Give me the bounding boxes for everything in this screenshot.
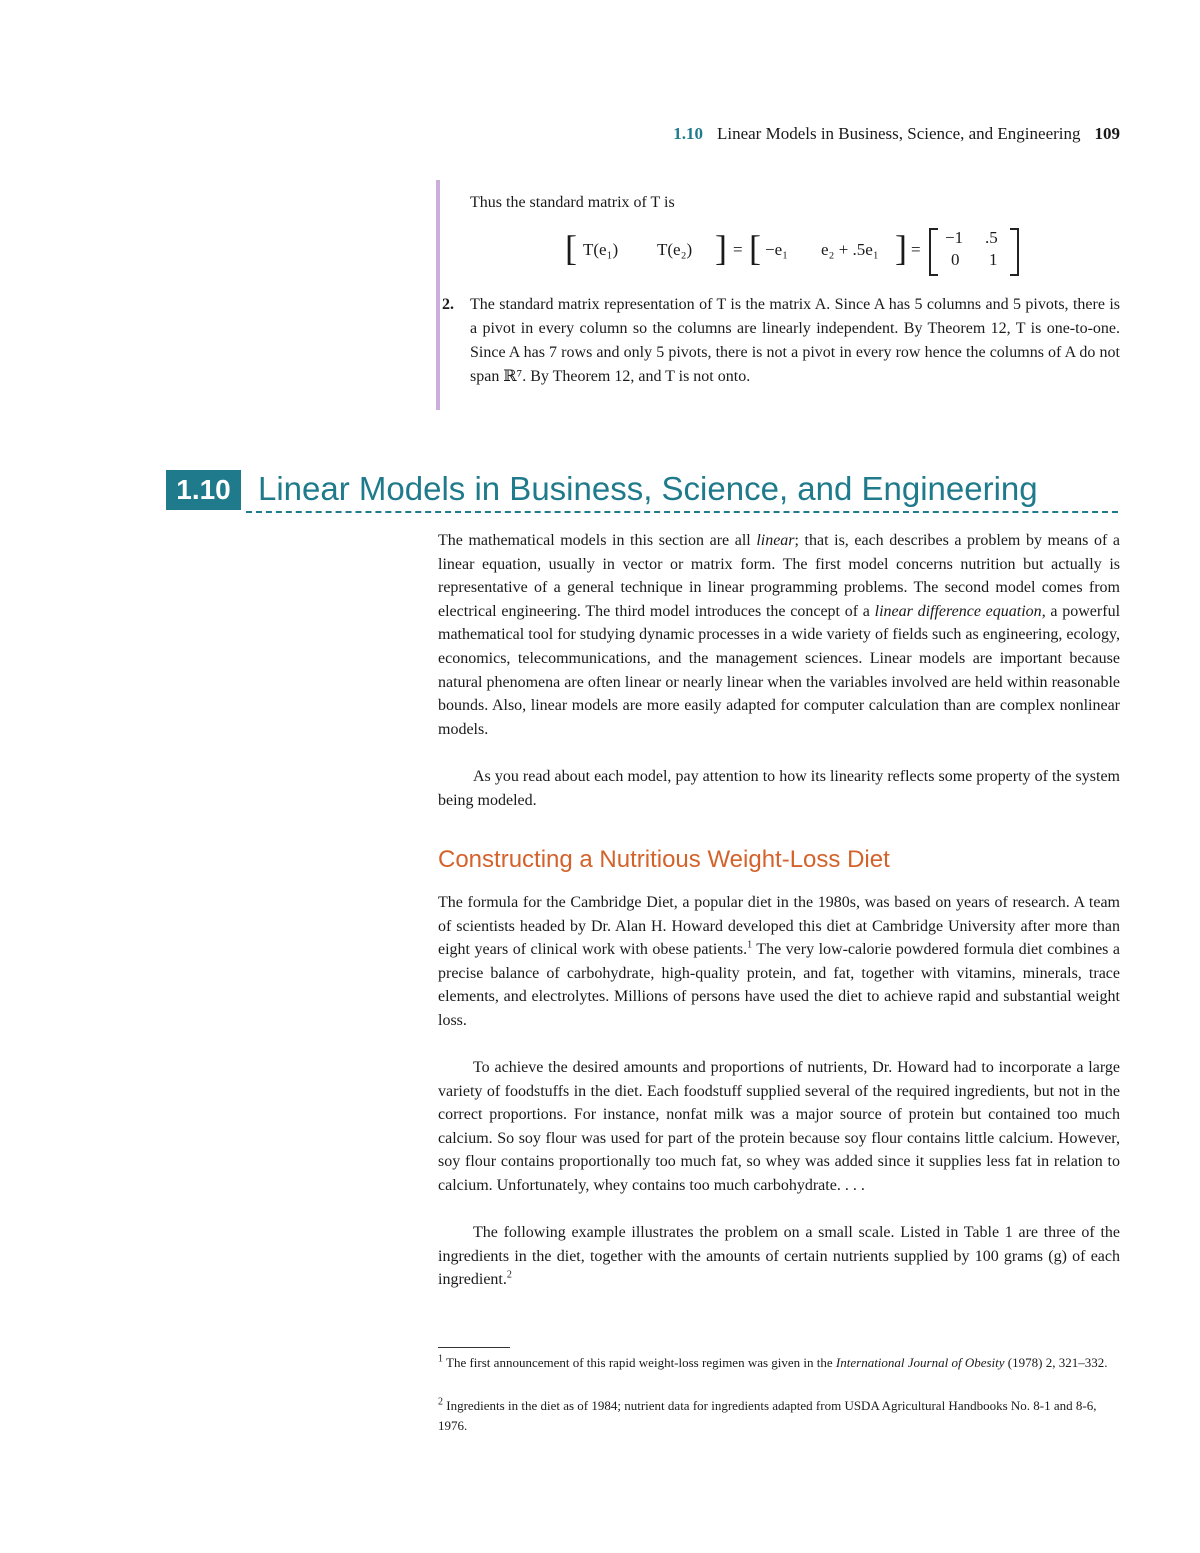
intro-text: The mathematical models in this section are all [438,532,757,549]
footnote-ref-1[interactable]: 1 [747,939,753,951]
section-number-badge: 1.10 [166,470,241,510]
left-bracket: [ [565,228,577,268]
footnote-text: Ingredients in the diet as of 1984; nutrient data for ingredients adapted from USDA Agricultural Handbooks No. 8-1 and 8-6, 1976. [438,1398,1097,1433]
header-section-number: 1.10 [673,124,703,143]
matrix-cell: .5 [985,228,998,247]
diet-paragraph-3 [438,1221,1120,1292]
footnote-1 [438,1353,1128,1373]
result-matrix [929,226,1019,276]
section-title: Linear Models in Business, Science, and Engineering [258,470,1038,507]
eq-lhs-1: T(e₁) [583,240,619,259]
page-number: 109 [1094,124,1120,143]
matrix-cell: 0 [951,250,960,269]
eq-mid-1: −e₁ [765,240,789,259]
equals-sign: = [911,240,921,259]
solution-thus-line: Thus the standard matrix of T is [470,194,675,211]
right-bracket: ] [715,228,727,268]
matrix-cell: 1 [989,250,998,269]
matrix-cell: −1 [945,228,964,247]
solution-sidebar-bar [436,180,440,410]
left-bracket: [ [749,228,761,268]
emphasis-linear: linear [756,532,795,549]
item-text: The standard matrix representation of T is the matrix A. Since A has 5 columns and 5 pivots, there is a pivot in every column so the columns are linearly independent. By Theorem 12, T is one-to-one. Since A has 7 rows and only 5 pivots, there is not a pivot in every row hence the columns of A do not span ℝ⁷. By Theorem 12, and T is not onto. [470,296,1120,385]
footnote-text: (1978) 2, 321–332. [1004,1355,1108,1370]
matrix-left-bracket [929,228,938,276]
diet-text: The following example illustrates the problem on a small scale. Listed in Table 1 are three of the ingredients in the diet, together with the amounts of certain nutrients supplied by 100 grams (g) of each ingredient. [438,1224,1120,1289]
footnote-2 [438,1396,1128,1436]
item-number: 2. [442,296,454,313]
journal-title: International Journal of Obesity [835,1355,1005,1370]
diet-paragraph-2: To achieve the desired amounts and proportions of nutrients, Dr. Howard had to incorporate a large variety of foodstuffs in the diet. Each foodstuff supplied several of the required ingredients, but not in the correct proportions. For instance, nonfat milk was a major source of protein but contained too much calcium. So soy flour was used for part of the protein because soy flour contains little calcium. However, soy flour contains proportionally too much fat, so whey was added since it supplies less fat in relation to calcium. Unfortunately, whey contains too much carbohydrate. . . . [438,1059,1120,1194]
eq-mid-2: e₂ + .5e₁ [821,240,879,259]
intro-text: , a powerful mathematical tool for studying dynamic processes in a wide variety of fields such as engineering, ecology, economics, telecommunications, and the management sciences. Linear models are important because natural phenomena are often linear or nearly linear when the variables involved are held within reasonable bounds. Also, linear models are more easily adapted for computer calculation than are complex nonlinear models. [438,602,1121,738]
solution-item-2 [442,293,1120,389]
footnote-ref-2[interactable]: 2 [506,1269,512,1281]
emphasis-linear-difference-equation: linear difference equation [874,602,1042,620]
footnote-rule [438,1347,510,1348]
standard-matrix-equation [565,226,1025,276]
header-section-title: Linear Models in Business, Science, and Engineering [716,124,1081,143]
intro-paragraph-1 [438,529,1120,741]
intro-text: ; that is, each describes a problem by means of a linear equation, usually in vector or matrix form. The first model concerns nutrition but actually is representative of a general technique in linear programming problems. The second model comes from electrical engineering. The third model introduces the concept of a [438,532,1120,620]
diet-paragraph-1 [438,891,1120,1033]
equals-sign: = [733,240,743,259]
diet-text: The formula for the Cambridge Diet, a popular diet in the 1980s, was based on years of research. A team of scientists headed by Dr. Alan H. Howard developed this diet at Cambridge University after more than eight years of clinical work with obese patients. [438,894,1120,959]
footnote-mark: 1 [438,1353,443,1365]
subsection-title: Constructing a Nutritious Weight-Loss Diet [438,846,890,873]
footnote-mark: 2 [438,1396,443,1408]
footnote-text: The first announcement of this rapid weight-loss regimen was given in the [446,1355,836,1370]
intro-paragraph-2: As you read about each model, pay attention to how its linearity reflects some property of the system being modeled. [438,768,1120,809]
diet-text: The very low-calorie powdered formula diet combines a precise balance of carbohydrate, high-quality protein, and fat, together with vitamins, minerals, trace elements, and electrolytes. Millions of persons have used the diet to achieve rapid and substantial weight loss. [438,941,1121,1029]
section-title-rule [246,511,1118,513]
running-header [600,124,1120,144]
matrix-right-bracket [1010,228,1019,276]
right-bracket: ] [895,228,907,268]
eq-lhs-2: T(e₂) [657,240,693,259]
